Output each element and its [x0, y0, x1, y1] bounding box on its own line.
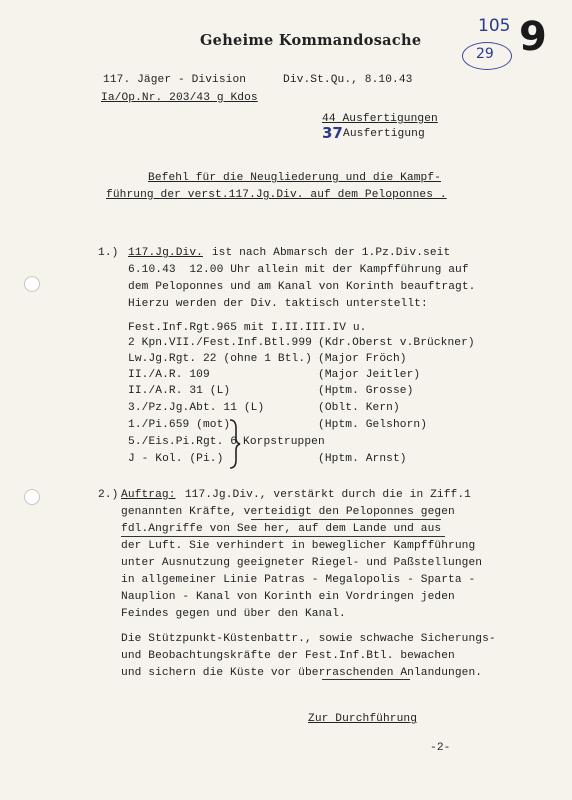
section-1-number: 1.)	[98, 247, 119, 259]
punch-hole-top	[24, 276, 40, 292]
section-2-line-3: fdl.Angriffe von See her, auf dem Lande und aus	[121, 523, 442, 535]
unit-row-6: 3./Pz.Jg.Abt. 11 (L)	[128, 402, 265, 414]
unit-row-7-cmdr: (Hptm. Gelshorn)	[318, 419, 428, 431]
corps-troops-label: Korpstruppen	[243, 436, 325, 448]
section-2-line-5: unter Ausnutzung geeigneter Riegel- und Paßstellungen	[121, 557, 483, 569]
copies-total: 44 Ausfertigungen	[322, 113, 438, 125]
section-2-line-6: in allgemeiner Linie Patras - Megalopolis - Sparta -	[121, 574, 476, 586]
reference-number: Ia/Op.Nr. 203/43 g Kdos	[101, 92, 258, 104]
unit-row-8: 5./Eis.Pi.Rgt. 6	[128, 436, 238, 448]
unit-row-7: 1./Pi.659 (mot)	[128, 419, 231, 431]
section-2-line-1: 117.Jg.Div., verstärkt durch die in Ziff.1	[178, 489, 471, 501]
corps-troops-brace	[226, 418, 242, 470]
section-2-line-2: genannten Kräfte, verteidigt den Peloponnes gegen	[121, 506, 455, 518]
footer-instruction: Zur Durchführung	[308, 713, 418, 725]
copy-number: 37	[322, 124, 343, 142]
unit-row-4-cmdr: (Major Jeitler)	[318, 369, 421, 381]
unit-row-5-cmdr: (Hptm. Grosse)	[318, 385, 414, 397]
section-2-para-2-line-1: Die Stützpunkt-Küstenbattr., sowie schwache Sicherungs-	[121, 633, 496, 645]
section-2-number: 2.)	[98, 489, 119, 501]
unit-row-6-cmdr: (Oblt. Kern)	[318, 402, 400, 414]
section-1-line-4: Hierzu werden der Div. taktisch unterstellt:	[128, 298, 428, 310]
stamp-number: 9	[519, 14, 547, 60]
section-2-line-7: Nauplion - Kanal von Korinth ein Vordringen jeden	[121, 591, 455, 603]
page-marker: -2-	[430, 742, 451, 754]
unit-row-4: II./A.R. 109	[128, 369, 210, 381]
unit-row-3: Lw.Jg.Rgt. 22 (ohne 1 Btl.)	[128, 353, 312, 365]
unit-row-9: J - Kol. (Pi.)	[128, 453, 224, 465]
punch-hole-bottom	[24, 489, 40, 505]
unit-row-9-cmdr: (Hptm. Arnst)	[318, 453, 407, 465]
section-1-lead: 117.Jg.Div.	[128, 247, 203, 259]
unit-row-5: II./A.R. 31 (L)	[128, 385, 231, 397]
section-1-line-1: ist nach Abmarsch der 1.Pz.Div.seit	[205, 247, 451, 259]
document-title: Geheime Kommandosache	[200, 32, 422, 49]
section-2-line-8: Feindes gegen und über den Kanal.	[121, 608, 346, 620]
underline-angriffe	[121, 536, 445, 537]
handwritten-number: 105	[478, 16, 511, 36]
location-date: Div.St.Qu., 8.10.43	[283, 74, 413, 86]
copy-label: Ausfertigung	[343, 128, 425, 140]
subject-line-1: Befehl für die Neugliederung und die Kampf-	[148, 172, 441, 184]
section-2-para-2-line-2: und Beobachtungskräfte der Fest.Inf.Btl. bewachen	[121, 650, 455, 662]
unit-row-2: 2 Kpn.VII./Fest.Inf.Btl.999	[128, 337, 312, 349]
section-2-line-4: der Luft. Sie verhindert in beweglicher Kampfführung	[121, 540, 476, 552]
circled-number: 29	[476, 46, 494, 62]
section-1-line-2: 6.10.43 12.00 Uhr allein mit der Kampfführung auf	[128, 264, 469, 276]
section-1-line-3: dem Peloponnes und am Kanal von Korinth beauftragt.	[128, 281, 476, 293]
unit-row-3-cmdr: (Major Fröch)	[318, 353, 407, 365]
unit-row-2-cmdr: (Kdr.Oberst v.Brückner)	[318, 337, 475, 349]
unit-row-1: Fest.Inf.Rgt.965 mit I.II.III.IV u.	[128, 322, 367, 334]
subject-line-2: führung der verst.117.Jg.Div. auf dem Peloponnes .	[106, 189, 447, 201]
unit-name: 117. Jäger - Division	[103, 74, 247, 86]
underline-ueberraschenden	[322, 679, 410, 680]
underline-verteidigt	[251, 519, 441, 520]
section-2-para-2-line-3: und sichern die Küste vor überraschenden Anlandungen.	[121, 667, 483, 679]
section-2-lead: Auftrag:	[121, 489, 176, 501]
